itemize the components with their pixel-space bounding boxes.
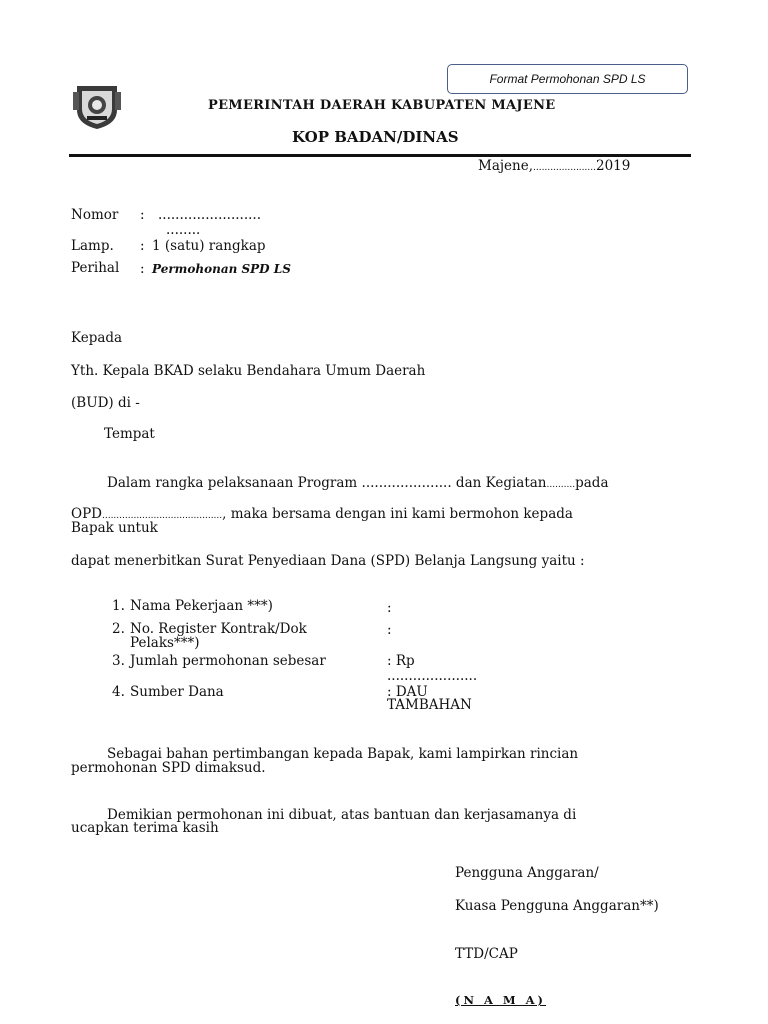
- list-item-value: : DAU: [387, 684, 428, 700]
- list-item-value: : Rp: [387, 653, 415, 669]
- address-tempat: Tempat: [104, 426, 155, 442]
- closing-line-1: Sebagai bahan pertimbangan kepada Bapak, kami lampirkan rincian: [107, 746, 579, 762]
- list-item-value: :: [387, 600, 392, 616]
- body-line-2-text: , maka bersama dengan ini kami bermohon kepada: [222, 506, 573, 522]
- body-line-1-text: Dalam rangka pelaksanaan Program ..................... dan Kegiatan: [107, 475, 547, 491]
- government-title: PEMERINTAH DAERAH KABUPATEN MAJENE: [208, 98, 556, 113]
- list-item-label: Sumber Dana: [130, 684, 224, 700]
- lamp-value: 1 (satu) rangkap: [152, 238, 266, 254]
- signature-name: (N A M A): [455, 993, 546, 1007]
- body-line-1-end: pada: [575, 475, 609, 491]
- date-dots: ......................: [533, 163, 596, 173]
- list-item-num: 2.: [112, 621, 125, 637]
- list-item-num: 4.: [112, 684, 125, 700]
- perihal-colon: :: [140, 261, 145, 277]
- closing-line-3: Demikian permohonan ini dibuat, atas bantuan dan kerjasamanya di: [107, 807, 577, 823]
- address-kepada: Kepada: [71, 330, 123, 346]
- list-item-num: 3.: [112, 653, 125, 669]
- body-line-3: Bapak untuk: [71, 520, 158, 536]
- letter-date: [478, 158, 630, 174]
- list-item-value-continued: TAMBAHAN: [387, 697, 472, 713]
- lamp-label: Lamp.: [71, 238, 114, 254]
- signature-role-2: Kuasa Pengguna Anggaran**): [455, 898, 659, 914]
- date-place: Majene,: [478, 158, 534, 174]
- kop-title: KOP BADAN/DINAS: [292, 128, 459, 146]
- nomor-colon: :: [140, 207, 145, 223]
- date-year: 2019: [595, 158, 631, 174]
- list-item-label: No. Register Kontrak/Dok: [130, 621, 307, 637]
- signature-role-1: Pengguna Anggaran/: [455, 865, 599, 881]
- address-bud: (BUD) di -: [71, 395, 140, 411]
- nomor-value: ........................: [158, 207, 261, 223]
- header-divider: [69, 154, 691, 157]
- signature-ttd: TTD/CAP: [455, 946, 518, 962]
- list-item-label: Jumlah permohonan sebesar: [130, 653, 326, 669]
- body-line-2-opd: OPD: [71, 506, 102, 522]
- list-item-value-continued: .....................: [387, 668, 478, 684]
- body-line-1: [107, 475, 609, 491]
- closing-line-4: ucapkan terima kasih: [71, 820, 219, 836]
- perihal-value: Permohonan SPD LS: [152, 262, 291, 276]
- lamp-colon: :: [140, 238, 145, 254]
- regency-emblem-icon: [73, 80, 121, 130]
- list-item-label-continued: Pelaks***): [130, 635, 200, 651]
- body-line-1-dots: ..........: [546, 480, 576, 490]
- format-label-box: [447, 64, 688, 94]
- perihal-label: Perihal: [71, 260, 120, 276]
- list-item-label: Nama Pekerjaan ***): [130, 598, 273, 614]
- format-label: Format Permohonan SPD LS: [489, 72, 646, 86]
- nomor-value-continued: ........: [166, 222, 201, 238]
- nomor-label: Nomor: [71, 207, 119, 223]
- body-line-2-dots: ..........................................: [101, 511, 223, 521]
- closing-line-2: permohonan SPD dimaksud.: [71, 760, 266, 776]
- body-paragraph-2: dapat menerbitkan Surat Penyediaan Dana (SPD) Belanja Langsung yaitu :: [71, 553, 585, 569]
- list-item-num: 1.: [112, 598, 125, 614]
- address-yth: Yth. Kepala BKAD selaku Bendahara Umum Daerah: [71, 363, 426, 379]
- list-item-value: :: [387, 622, 392, 638]
